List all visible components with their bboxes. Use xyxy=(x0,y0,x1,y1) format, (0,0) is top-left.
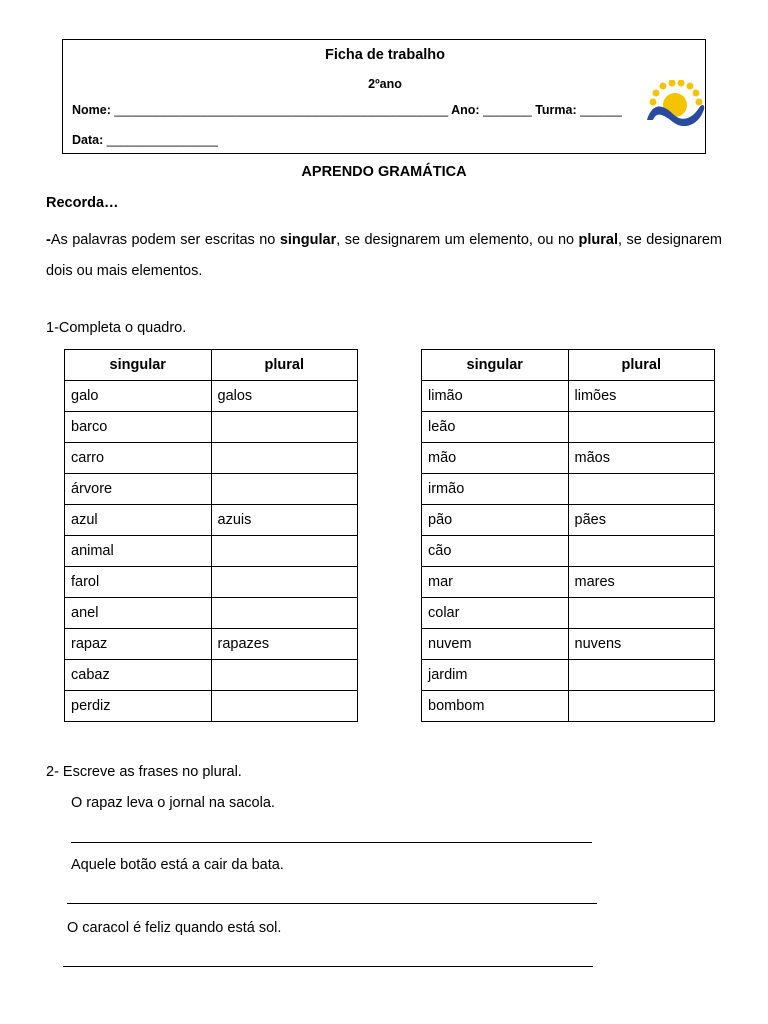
page-title: APRENDO GRAMÁTICA xyxy=(301,164,467,180)
date-field[interactable]: ________________ xyxy=(106,133,218,147)
plural-table-left xyxy=(64,349,358,722)
table-row xyxy=(422,598,715,629)
plural-cell[interactable] xyxy=(211,443,358,474)
singular-cell: colar xyxy=(422,598,569,629)
singular-cell: azul xyxy=(65,505,212,536)
plural-table-right xyxy=(421,349,715,722)
table-row xyxy=(65,505,358,536)
table-row xyxy=(65,412,358,443)
plural-cell: nuvens xyxy=(568,629,715,660)
answer-line-1[interactable] xyxy=(71,842,592,843)
worksheet-title: Ficha de trabalho xyxy=(324,47,446,63)
table-row xyxy=(422,691,715,722)
plural-cell: rapazes xyxy=(211,629,358,660)
table-row xyxy=(422,443,715,474)
plural-cell[interactable] xyxy=(211,412,358,443)
plural-cell[interactable] xyxy=(568,536,715,567)
plural-header: plural xyxy=(568,350,715,381)
singular-cell: animal xyxy=(65,536,212,567)
date-line xyxy=(72,133,218,147)
table-row xyxy=(65,598,358,629)
table-header-row xyxy=(422,350,715,381)
table-row xyxy=(422,381,715,412)
plural-cell[interactable] xyxy=(211,660,358,691)
plural-cell[interactable] xyxy=(568,598,715,629)
plural-cell[interactable] xyxy=(211,474,358,505)
sentence-1: O rapaz leva o jornal na sacola. xyxy=(71,795,275,811)
table-row xyxy=(422,660,715,691)
singular-cell: farol xyxy=(65,567,212,598)
plural-cell: mãos xyxy=(568,443,715,474)
table-header-row xyxy=(65,350,358,381)
singular-cell: limão xyxy=(422,381,569,412)
plural-cell[interactable] xyxy=(211,598,358,629)
name-label: Nome: xyxy=(72,103,111,117)
table-row xyxy=(422,505,715,536)
table-row xyxy=(422,536,715,567)
singular-cell: nuvem xyxy=(422,629,569,660)
worksheet-header xyxy=(62,39,706,154)
singular-cell: bombom xyxy=(422,691,569,722)
singular-cell: rapaz xyxy=(65,629,212,660)
answer-line-3[interactable] xyxy=(63,966,593,967)
singular-header: singular xyxy=(422,350,569,381)
class-label: Turma: xyxy=(535,103,577,117)
table-row xyxy=(65,474,358,505)
table-row xyxy=(422,412,715,443)
grammar-rule-text: -As palavras podem ser escritas no singular, se designarem um elemento, ou no plural, se designarem dois ou mais elementos. xyxy=(46,232,722,279)
singular-header: singular xyxy=(65,350,212,381)
singular-cell: leão xyxy=(422,412,569,443)
singular-cell: barco xyxy=(65,412,212,443)
singular-cell: carro xyxy=(65,443,212,474)
plural-cell[interactable] xyxy=(568,474,715,505)
singular-cell: mar xyxy=(422,567,569,598)
plural-cell[interactable] xyxy=(211,691,358,722)
table-row xyxy=(422,567,715,598)
year-field[interactable]: _______ xyxy=(483,103,532,117)
plural-cell: limões xyxy=(568,381,715,412)
table-row xyxy=(422,629,715,660)
table-row xyxy=(422,474,715,505)
plural-cell: azuis xyxy=(211,505,358,536)
student-info-line xyxy=(72,103,622,117)
singular-cell: irmão xyxy=(422,474,569,505)
sun-over-wave-logo-icon xyxy=(643,80,707,132)
table-row xyxy=(65,629,358,660)
table-row xyxy=(65,567,358,598)
name-field[interactable]: ________________________________________________ xyxy=(114,103,449,117)
grade-label: 2ºano xyxy=(368,77,402,91)
plural-header: plural xyxy=(211,350,358,381)
singular-cell: mão xyxy=(422,443,569,474)
plural-cell[interactable] xyxy=(211,567,358,598)
table-row xyxy=(65,443,358,474)
year-label: Ano: xyxy=(451,103,480,117)
plural-cell[interactable] xyxy=(568,660,715,691)
class-field[interactable]: ______ xyxy=(580,103,622,117)
exercise-2-title: 2- Escreve as frases no plural. xyxy=(46,764,242,780)
table-row xyxy=(65,536,358,567)
table-row xyxy=(65,660,358,691)
answer-line-2[interactable] xyxy=(67,903,597,904)
plural-cell: galos xyxy=(211,381,358,412)
singular-cell: jardim xyxy=(422,660,569,691)
table-row xyxy=(65,381,358,412)
singular-cell: cabaz xyxy=(65,660,212,691)
plural-cell[interactable] xyxy=(568,691,715,722)
table-row xyxy=(65,691,358,722)
singular-cell: perdiz xyxy=(65,691,212,722)
sentence-2: Aquele botão está a cair da bata. xyxy=(71,857,284,873)
plural-cell[interactable] xyxy=(568,412,715,443)
singular-cell: árvore xyxy=(65,474,212,505)
recall-heading: Recorda… xyxy=(46,195,119,211)
plural-cell: mares xyxy=(568,567,715,598)
plural-cell: pães xyxy=(568,505,715,536)
singular-cell: anel xyxy=(65,598,212,629)
date-label: Data: xyxy=(72,133,104,147)
singular-cell: galo xyxy=(65,381,212,412)
plural-cell[interactable] xyxy=(211,536,358,567)
exercise-1-title: 1-Completa o quadro. xyxy=(46,320,187,336)
sentence-3: O caracol é feliz quando está sol. xyxy=(67,920,282,936)
singular-cell: pão xyxy=(422,505,569,536)
singular-cell: cão xyxy=(422,536,569,567)
